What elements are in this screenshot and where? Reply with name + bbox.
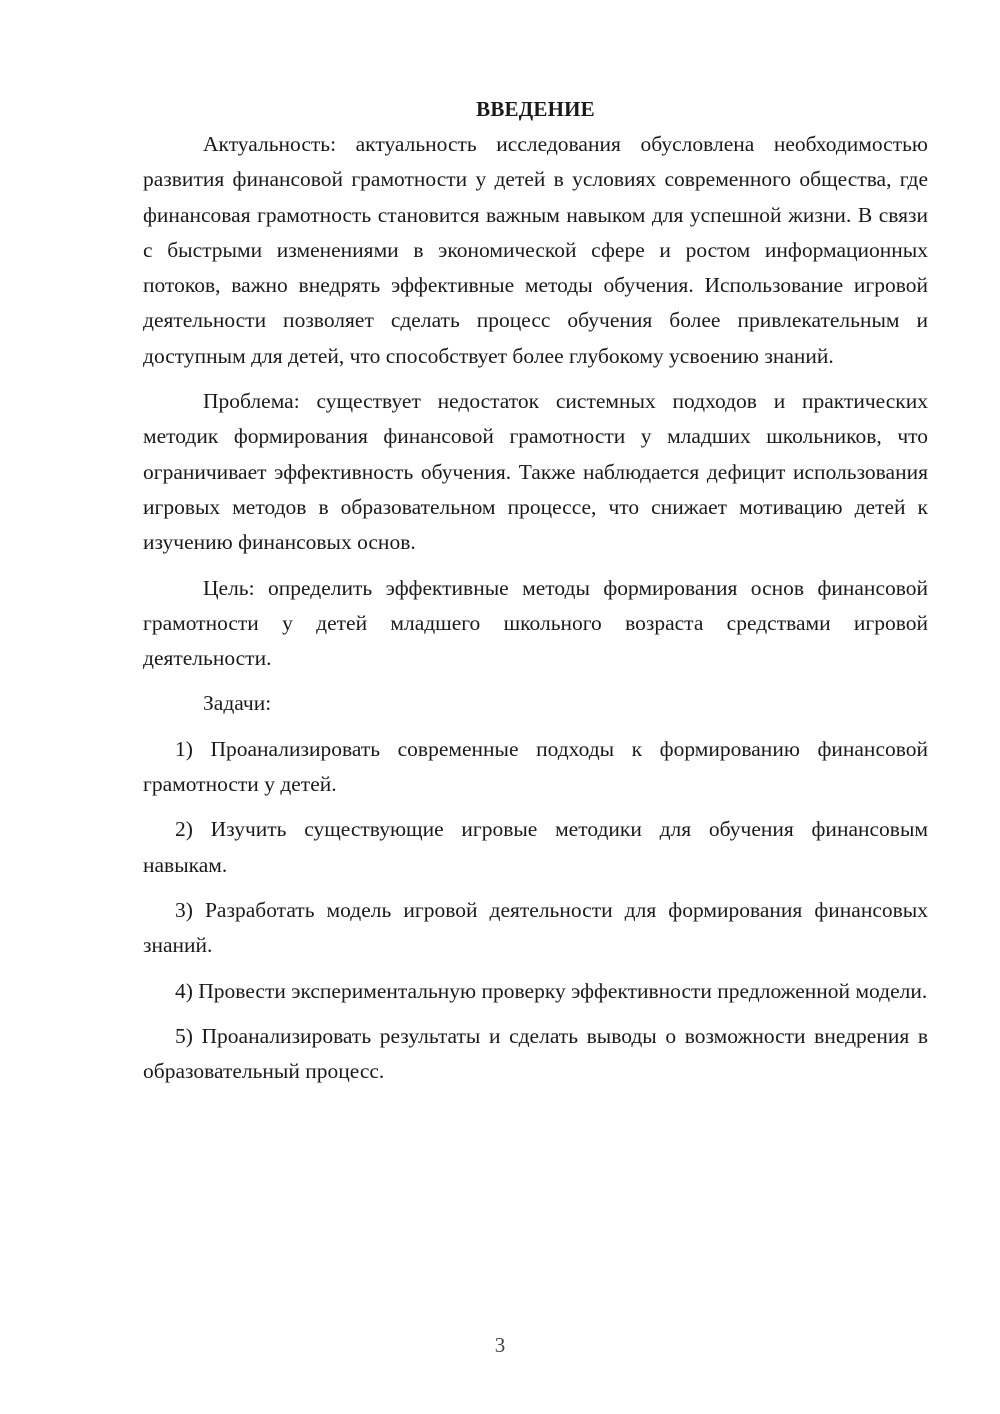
tasks-label: Задачи: <box>203 691 272 716</box>
problem-paragraph: Проблема: существует недостаток системных подходов и практических методик формирования финансовой грамотности у младших школьников, что ограничивает эффективность обучения. Также наблюдается дефицит использования игровых методов в образовательном процессе, что снижает мотивацию детей к изучению финансовых основ. <box>143 389 928 555</box>
page-number: 3 <box>494 1333 506 1357</box>
section-heading: ВВЕДЕНИЕ <box>476 97 595 121</box>
task-item: 2) Изучить существующие игровые методики для обучения финансовым навыкам. <box>143 817 928 877</box>
task-item: 4) Провести экспериментальную проверку эффективности предложенной модели. <box>175 978 928 1003</box>
task-item: 5) Проанализировать результаты и сделать выводы о возможности внедрения в образовательный процесс. <box>143 1023 928 1084</box>
task-item: 3) Разработать модель игровой деятельности для формирования финансовых знаний. <box>143 897 928 958</box>
task-item: 1) Проанализировать современные подходы к формированию финансовой грамотности у детей. <box>143 736 928 797</box>
goal-paragraph: Цель: определить эффективные методы формирования основ финансовой грамотности у детей младшего школьного возраста средствами игровой деятельности. <box>143 575 928 671</box>
document-page <box>143 92 928 1089</box>
relevance-paragraph: Актуальность: актуальность исследования обусловлена необходимостью развития финансовой грамотности у детей в условиях современного общества, где финансовая грамотность становится важным навыком для успешной жизни. В связи с быстрыми изменениями в экономической сфере и ростом информационных потоков, важно внедрять эффективные методы обучения. Использование игровой деятельности позволяет сделать процесс обучения более привлекательным и доступным для детей, что способствует более глубокому усвоению знаний. <box>143 132 928 368</box>
